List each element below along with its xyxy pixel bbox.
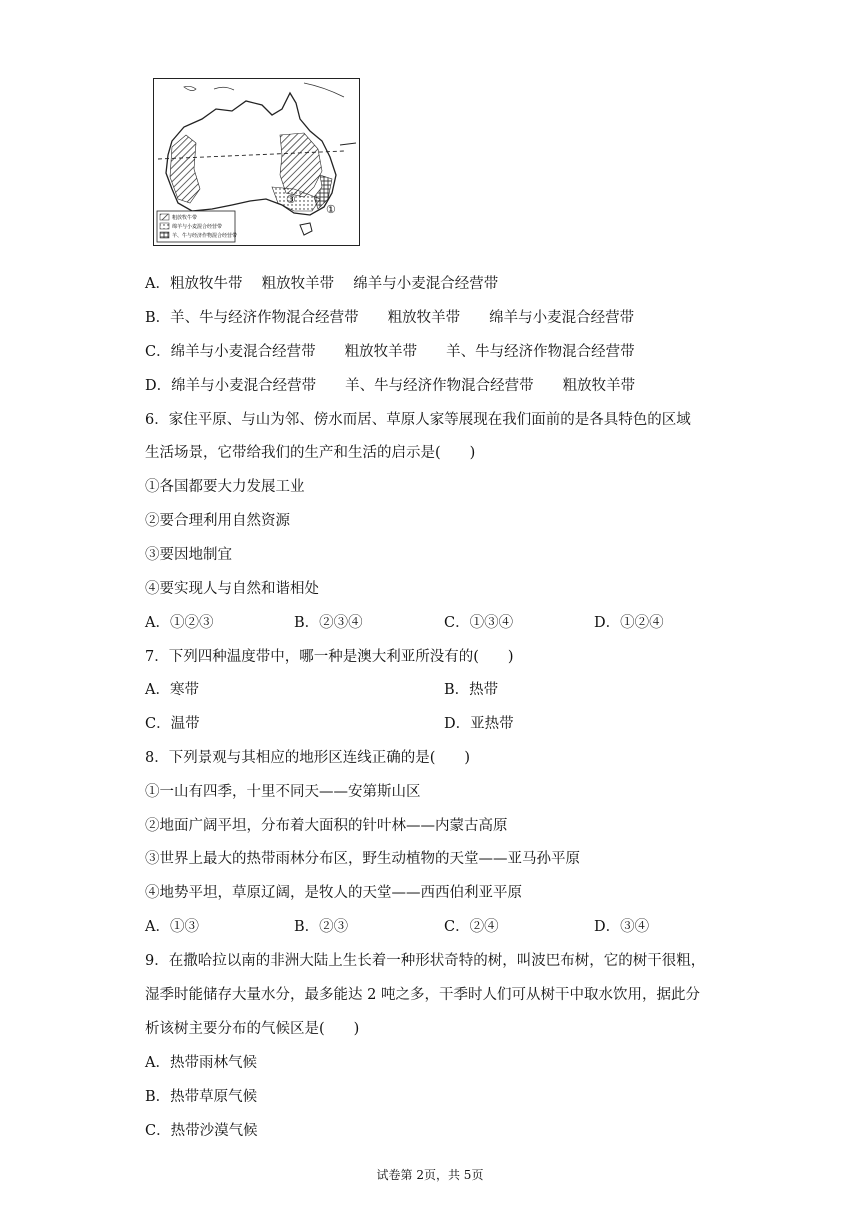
tasmania-shape bbox=[300, 223, 312, 235]
q7-option-b[interactable]: B．热带 bbox=[444, 682, 499, 698]
q5-option-b[interactable]: B．羊、牛与经济作物混合经营带 粗放牧羊带 绵羊与小麦混合经营带 bbox=[145, 310, 635, 326]
legend-label: 羊、牛与经济作物混合经营带 bbox=[172, 233, 238, 239]
legend-swatch bbox=[160, 232, 169, 238]
q8-option-c[interactable]: C．②④ bbox=[444, 919, 499, 935]
q7-stem: 7．下列四种温度带中，哪一种是澳大利亚所没有的( ) bbox=[145, 649, 514, 665]
q8-option-d[interactable]: D．③④ bbox=[594, 919, 650, 935]
q9-stem: 9．在撒哈拉以南的非洲大陆上生长着一种形状奇特的树，叫波巴布树，它的树干很粗， bbox=[145, 953, 706, 969]
q8-item: ④地势平坦，草原辽阔，是牧人的天堂——西西伯利亚平原 bbox=[145, 885, 522, 901]
q6-item: ①各国都要大力发展工业 bbox=[145, 479, 305, 495]
q6-stem: 6．家住平原、与山为邻、傍水而居、草原人家等展现在我们面前的是各具特色的区域 bbox=[145, 412, 691, 428]
map-svg bbox=[154, 79, 358, 244]
q6-option-b[interactable]: B．②③④ bbox=[294, 615, 363, 631]
q9-option-a[interactable]: A．热带雨林气候 bbox=[145, 1055, 257, 1071]
southeast-zone bbox=[272, 187, 320, 211]
q6-option-a[interactable]: A．①②③ bbox=[145, 615, 214, 631]
q5-option-d[interactable]: D．绵羊与小麦混合经营带 羊、牛与经济作物混合经营带 粗放牧羊带 bbox=[145, 378, 636, 394]
q9-option-c[interactable]: C．热带沙漠气候 bbox=[145, 1123, 258, 1139]
map-marker-1: ① bbox=[326, 203, 336, 216]
q8-option-b[interactable]: B．②③ bbox=[294, 919, 349, 935]
legend-swatch bbox=[160, 214, 169, 220]
island-shape bbox=[214, 87, 234, 90]
island-shape bbox=[304, 83, 344, 97]
page-footer: 试卷第 2页，共 5页 bbox=[376, 1168, 484, 1182]
q5-option-a[interactable]: A．粗放牧牛带 粗放牧羊带 绵羊与小麦混合经营带 bbox=[145, 276, 499, 292]
legend-label: 绵羊与小麦混合经营带 bbox=[172, 224, 223, 230]
q6-stem: 生活场景，它带给我们的生产和生活的启示是( ) bbox=[145, 445, 476, 461]
q8-option-a[interactable]: A．①③ bbox=[145, 919, 199, 935]
q7-option-c[interactable]: C．温带 bbox=[145, 716, 200, 732]
q8-item: ①一山有四季，十里不同天——安第斯山区 bbox=[145, 784, 421, 800]
q8-item: ③世界上最大的热带雨林分布区，野生动植物的天堂——亚马孙平原 bbox=[145, 851, 580, 867]
q9-stem: 析该树主要分布的气候区是( ) bbox=[145, 1021, 360, 1037]
tropic-label-line bbox=[340, 143, 356, 145]
q5-option-c[interactable]: C．绵羊与小麦混合经营带 粗放牧羊带 羊、牛与经济作物混合经营带 bbox=[145, 344, 635, 360]
map-marker-3: ③ bbox=[286, 193, 296, 206]
q6-option-d[interactable]: D．①②④ bbox=[594, 615, 664, 631]
q8-stem: 8．下列景观与其相应的地形区连线正确的是( ) bbox=[145, 750, 471, 766]
q7-option-a[interactable]: A．寒带 bbox=[145, 682, 199, 698]
q7-option-d[interactable]: D．亚热带 bbox=[444, 716, 514, 732]
q6-item: ③要因地制宜 bbox=[145, 547, 232, 563]
q9-stem: 湿季时能储存大量水分，最多能达 2 吨之多，干季时人们可从树干中取水饮用，据此分 bbox=[145, 987, 700, 1003]
q8-item: ②地面广阔平坦，分布着大面积的针叶林——内蒙古高原 bbox=[145, 818, 508, 834]
east-zone bbox=[280, 133, 322, 197]
q6-option-c[interactable]: C．①③④ bbox=[444, 615, 514, 631]
q6-item: ④要实现人与自然和谐相处 bbox=[145, 581, 319, 597]
legend-label: 粗放牧牛带 bbox=[172, 215, 198, 221]
island-shape bbox=[184, 86, 196, 90]
west-zone bbox=[170, 135, 200, 203]
q6-item: ②要合理利用自然资源 bbox=[145, 513, 290, 529]
australia-agriculture-map bbox=[153, 78, 360, 246]
q9-option-b[interactable]: B．热带草原气候 bbox=[145, 1089, 258, 1105]
legend-swatch bbox=[160, 223, 169, 229]
